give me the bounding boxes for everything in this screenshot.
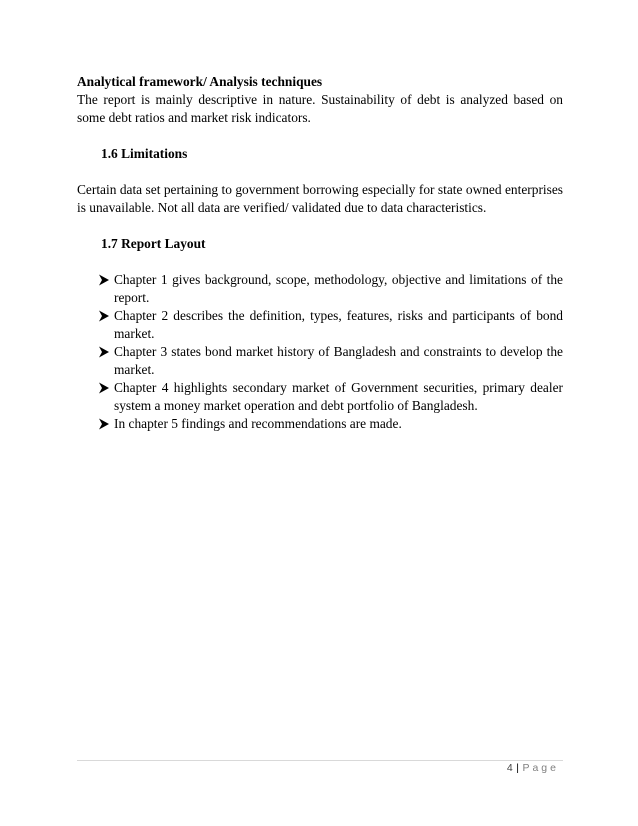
arrowhead-bullet-icon xyxy=(98,382,110,394)
arrowhead-bullet-icon xyxy=(98,346,110,358)
list-item xyxy=(114,379,563,415)
analytical-framework-paragraph: The report is mainly descriptive in nature. Sustainability of debt is analyzed based on some debt ratios and market risk indicators. xyxy=(77,92,563,125)
limitations-heading: 1.6 Limitations xyxy=(101,146,188,161)
limitations-paragraph: Certain data set pertaining to government borrowing especially for state owned enterprises is unavailable. Not all data are verified/ validated due to data characteristics. xyxy=(77,182,563,215)
report-layout-list xyxy=(77,271,563,433)
list-item xyxy=(114,271,563,307)
list-item xyxy=(114,343,563,379)
page-label: Page xyxy=(522,762,559,774)
spacer xyxy=(77,163,563,181)
page-number: 4 xyxy=(506,762,514,774)
list-item-text: Chapter 2 describes the definition, types, features, risks and participants of bond market. xyxy=(114,308,563,341)
spacer xyxy=(77,253,563,271)
spacer xyxy=(77,217,563,235)
list-item-text: Chapter 4 highlights secondary market of Government securities, primary dealer system a money market operation and debt portfolio of Bangladesh. xyxy=(114,380,563,413)
arrowhead-bullet-icon xyxy=(98,310,110,322)
spacer xyxy=(77,127,563,145)
page-footer xyxy=(507,762,559,774)
list-item-text: In chapter 5 findings and recommendations are made. xyxy=(114,416,402,431)
list-item-text: Chapter 1 gives background, scope, methodology, objective and limitations of the report. xyxy=(114,272,563,305)
footer-separator: | xyxy=(516,762,520,774)
report-layout-heading: 1.7 Report Layout xyxy=(101,236,206,251)
footer-divider xyxy=(77,760,563,761)
list-item xyxy=(114,307,563,343)
list-item-text: Chapter 3 states bond market history of Bangladesh and constraints to develop the market. xyxy=(114,344,563,377)
page-content xyxy=(77,73,563,433)
arrowhead-bullet-icon xyxy=(98,418,110,430)
arrowhead-bullet-icon xyxy=(98,274,110,286)
list-item xyxy=(114,415,563,433)
analytical-framework-heading: Analytical framework/ Analysis techniques xyxy=(77,74,323,89)
